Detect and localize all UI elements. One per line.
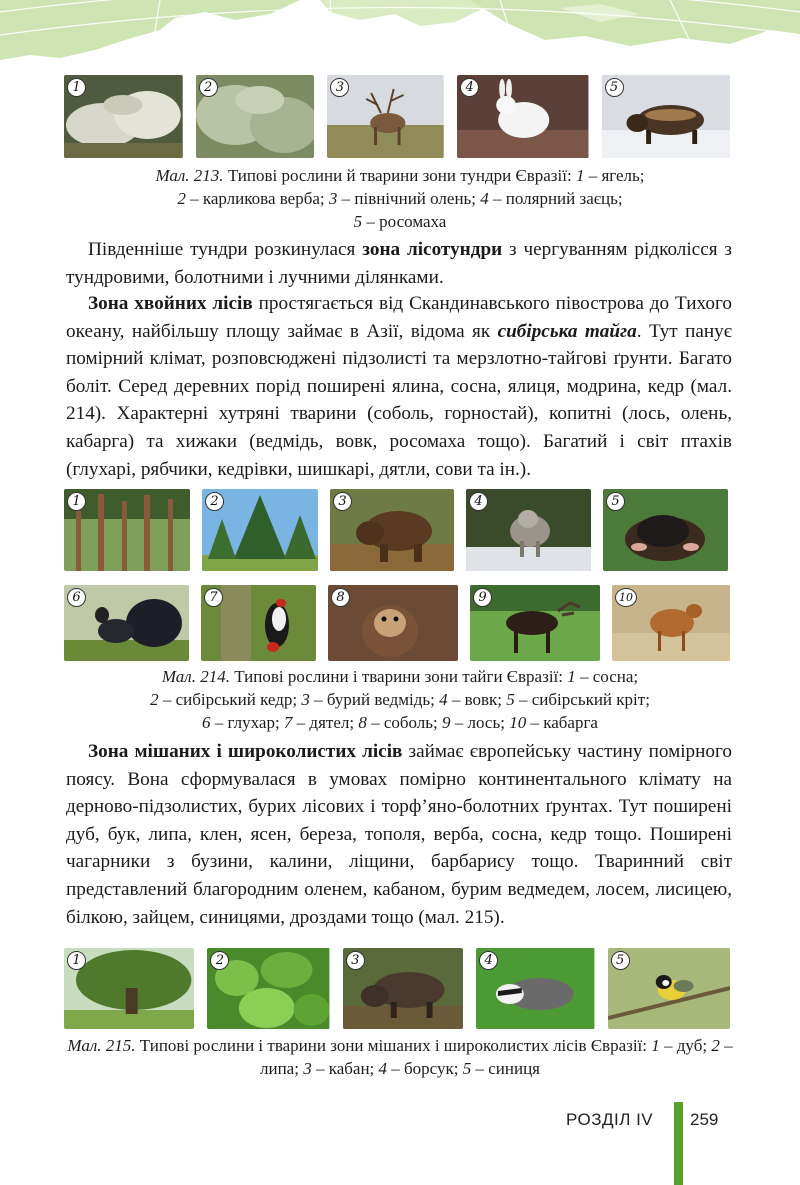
moose-photo: [470, 585, 600, 661]
badger-photo: [476, 948, 594, 1029]
photo-number: 6: [67, 588, 86, 607]
photo-number: 5: [611, 951, 630, 970]
brown-bear-photo: [330, 489, 454, 571]
photo-number: 4: [469, 492, 488, 511]
figure-214-photos-row1: [64, 489, 730, 571]
woodpecker-photo: [201, 585, 316, 661]
capercaillie-photo: [64, 585, 189, 661]
photo-number: 2: [205, 492, 224, 511]
wolf-photo: [466, 489, 591, 571]
dwarf-willow-photo: [196, 75, 315, 158]
photo-number: 3: [333, 492, 352, 511]
figure-215-caption: Мал. 215. Типові рослини і тварини зони мішаних і широколистих лісів Євразії: 1 – дуб; 2 – липа; 3 – кабан; 4 – борсук; 5 – синиця: [67, 1036, 733, 1078]
paragraph-forest-tundra: Південніше тундри розкинулася зона лісотундри з чергуванням рідколісся з тундровими, болотними і лучними ділянками.: [66, 239, 732, 288]
photo-number: 10: [615, 588, 637, 607]
page-number: 259: [690, 1110, 719, 1129]
figure-213-photos: [64, 75, 730, 158]
photo-number: 1: [67, 492, 86, 511]
pine-forest-photo: [64, 489, 190, 571]
musk-deer-photo: [612, 585, 730, 661]
photo-number: 2: [199, 78, 218, 97]
wolverine-photo: [602, 75, 730, 158]
caption-label: Мал. 214.: [161, 667, 230, 686]
photo-number: 2: [210, 951, 229, 970]
term-mixed-broadleaf-forests: Зона мішаних і широколистих лісів: [88, 741, 403, 762]
section-label: РОЗДІЛ IV: [566, 1110, 654, 1129]
figure-214-photos-row2: [64, 585, 730, 661]
term-forest-tundra: зона лісотундри: [362, 239, 503, 260]
photo-number: 1: [67, 951, 86, 970]
photo-number: 4: [479, 951, 498, 970]
paragraph-mixed-forests: Зона мішаних і широколистих лісів займає європейську частину помірного поясу. Вона сформувалася в умовах помірно континентального клімату на дерново-підзолистих, бурих лісових і торф’яно-болотних ґрунтах. Тут поширені дуб, бук, липа, клен, ясен, береза, тополя, верба, сосна, кедр тощо. Поширені чагарники з бузини, калини, ліщини, барбарису тощо. Тваринний світ представлений благородним оленем, кабаном, бурим ведмедем, лосем, лисицею, білкою, зайцем, синицями, дроздами тощо (мал. 215).: [66, 741, 732, 928]
photo-number: 5: [605, 78, 624, 97]
arctic-hare-photo: [457, 75, 588, 158]
photo-number: 7: [204, 588, 223, 607]
figure-213-caption: Мал. 213. Типові рослини й тварини зони тундри Євразії: 1 – ягель; 2 – карликова верба; 3 – північний олень; 4 – полярний заєць; 5 – росомаха: [155, 166, 645, 231]
oak-tree-photo: [64, 948, 194, 1029]
lichen-yagel-photo: [64, 75, 183, 158]
photo-number: 5: [606, 492, 625, 511]
photo-number: 9: [473, 588, 492, 607]
siberian-mole-photo: [603, 489, 728, 571]
photo-number: 3: [346, 951, 365, 970]
photo-number: 4: [460, 78, 479, 97]
tit-bird-photo: [608, 948, 730, 1029]
footer-accent-bar: [674, 1102, 683, 1185]
header-map-decoration: [0, 0, 800, 62]
sable-photo: [328, 585, 458, 661]
reindeer-photo: [327, 75, 444, 158]
term-siberian-taiga: сибірська тайга: [497, 320, 637, 342]
photo-number: 8: [331, 588, 350, 607]
figure-214-caption: Мал. 214. Типові рослини і тварини зони тайги Євразії: 1 – сосна; 2 – сибірський кедр; 3 – бурий ведмідь; 4 – вовк; 5 – сибірський кріт; 6 – глухар; 7 – дятел; 8 – соболь; 9 – лось; 10 – кабарга: [150, 667, 650, 732]
term-coniferous-forests: Зона хвойних лісів: [88, 293, 253, 314]
paragraph-coniferous-forests: Зона хвойних лісів простягається від Скандинавського півострова до Тихого океану, найбільшу площу займає в Азії, відома як сибірська тайга. Тут панує помірний клімат, розповсюджені підзолисті та мерзлотно-тайгові ґрунти. Багато боліт. Серед деревних порід поширені ялина, сосна, ялиця, модрина, кедр (мал. 214). Характерні хутряні тварини (соболь, горностай), копитні (лось, олень, кабарга) та хижаки (ведмідь, вовк, росомаха тощо). Багатий і світ птахів (глухарі, рябчики, кедрівки, шишкарі, дятли, сови та ін.).: [66, 293, 732, 480]
caption-label: Мал. 213.: [155, 166, 224, 185]
photo-number: 1: [67, 78, 86, 97]
caption-label: Мал. 215.: [67, 1036, 136, 1055]
linden-leaves-photo: [207, 948, 329, 1029]
photo-number: 3: [330, 78, 349, 97]
figure-215-photos: [64, 948, 730, 1029]
siberian-cedar-photo: [202, 489, 318, 571]
wild-boar-photo: [343, 948, 463, 1029]
